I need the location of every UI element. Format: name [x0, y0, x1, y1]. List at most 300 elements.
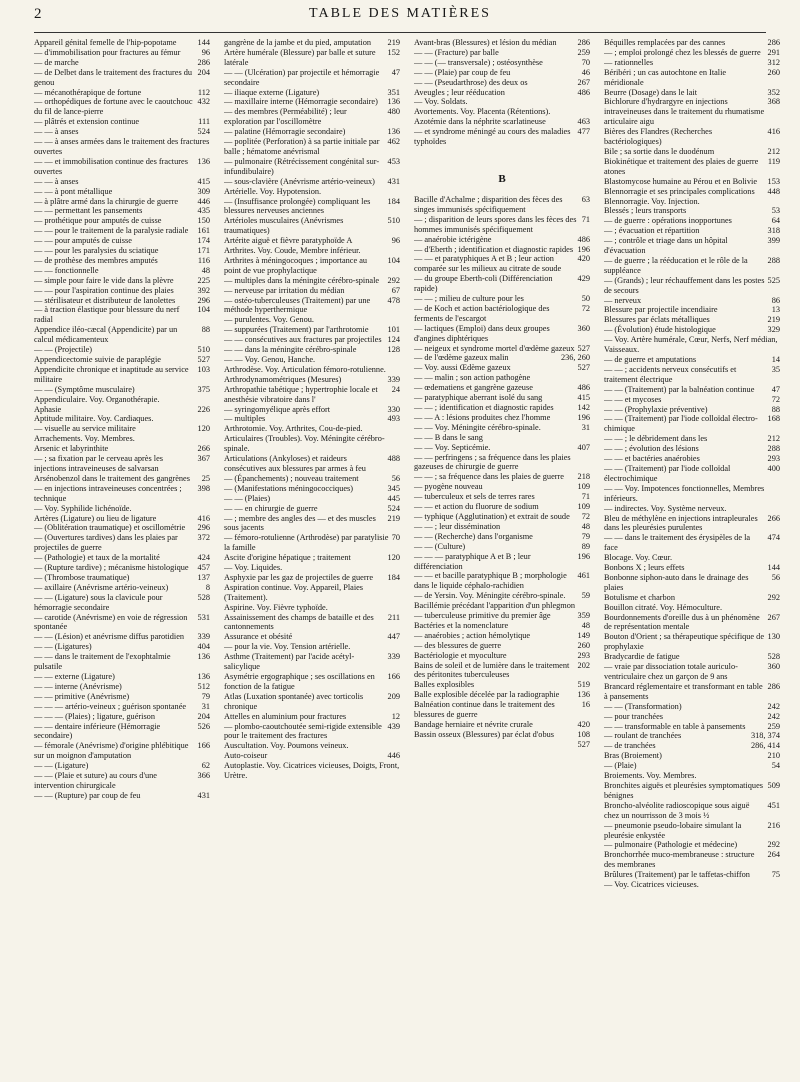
entry-text: — — ; le débridement dans les [604, 434, 708, 444]
entry-text: — — (Recherche) dans l'organisme [414, 531, 533, 541]
entry-text: — (Thrombose traumatique) [34, 572, 130, 582]
index-entry [414, 373, 590, 383]
index-entry [414, 254, 590, 274]
index-entry [224, 424, 400, 434]
index-entry [414, 403, 590, 413]
index-entry [604, 484, 780, 504]
entry-text: — — et paratyphiques A et B ; leur action comparée sur les milieux au citrate de soude [414, 254, 562, 274]
index-entry [414, 472, 590, 482]
entry-text: — orthopédiques de fortune avec le caoutchouc du fil de lance-pierre [34, 97, 193, 117]
entry-text: — plombo-caoutchoutée semi-rigide extensible pour le traitement des fractures [224, 721, 382, 741]
entry-text: Arthrodynamométriques (Mesures) [224, 374, 342, 384]
entry-page-ref: 260 [767, 67, 780, 77]
entry-page-ref: 242 [767, 711, 780, 721]
entry-page-ref: 259 [577, 47, 590, 57]
entry-page-ref: 48 [581, 620, 590, 630]
index-entry [34, 296, 210, 306]
entry-page-ref: 309 [197, 186, 210, 196]
entry-page-ref: 161 [197, 226, 210, 236]
entry-text: Bandage herniaire et névrite crurale [414, 720, 533, 729]
index-entry [604, 662, 780, 682]
entry-page-ref: 210 [767, 751, 780, 761]
entry-text: Bonbonne siphon-auto dans le drainage des plaies [604, 572, 749, 592]
index-entry [34, 484, 210, 504]
entry-text: — sous-clavière (Anévrisme artério-veineux) [224, 176, 375, 186]
index-entry [604, 880, 780, 890]
index-entry [604, 761, 780, 771]
entry-text: Appendicectomie suivie de paraplégie [34, 355, 161, 364]
entry-text: — — (Ligature) [34, 761, 89, 771]
index-entry [414, 690, 590, 700]
entry-page-ref: 457 [197, 563, 210, 573]
entry-page-ref: 293 [577, 650, 590, 660]
entry-text: — multiples [224, 414, 266, 424]
entry-page-ref: 150 [197, 216, 210, 226]
index-entry [414, 88, 590, 98]
index-entry [34, 434, 210, 444]
entry-page-ref: 424 [197, 553, 210, 563]
entry-page-ref: 136 [197, 652, 210, 662]
index-entry [224, 504, 400, 514]
index-entry [414, 294, 590, 304]
entry-text: Auscultation. Voy. Poumons veineux. [224, 741, 349, 751]
entry-page-ref: 128 [387, 345, 400, 355]
header-rule [34, 32, 766, 33]
page-title: TABLE DES MATIÈRES [309, 6, 491, 21]
entry-page-ref: 48 [581, 521, 590, 531]
entry-page-ref: 72 [771, 394, 780, 404]
entry-page-ref: 478 [387, 295, 400, 305]
index-entry [34, 137, 210, 157]
index-entry [604, 68, 780, 88]
index-entry [414, 363, 590, 373]
entry-page-ref: 486 [577, 87, 590, 97]
entry-text: — vraie par dissociation totale auriculo-ventriculaire chez un garçon de 9 ans [604, 662, 738, 681]
index-entry [414, 107, 590, 117]
entry-text: — — (Projectile) [34, 345, 93, 355]
index-entry [414, 48, 590, 58]
entry-page-ref: 13 [771, 305, 780, 315]
entry-page-ref: 70 [391, 533, 400, 543]
index-entry [604, 157, 780, 177]
entry-text: — — en chirurgie de guerre [224, 503, 318, 513]
index-entry [604, 88, 780, 98]
entry-text: — — (Prophylaxie préventive) [604, 404, 708, 414]
entry-text: — simple pour faire le vide dans la plèvre [34, 275, 174, 285]
entry-page-ref: 486 [577, 234, 590, 244]
index-column-4 [604, 38, 780, 1078]
entry-text: Ascite d'origine hépatique ; traitement [224, 553, 351, 563]
index-entry [604, 444, 780, 454]
index-entry [34, 523, 210, 533]
entry-text: Botulisme et charbon [604, 592, 675, 602]
entry-page-ref: 174 [197, 236, 210, 246]
entry-page-ref: 519 [577, 680, 590, 690]
entry-page-ref: 524 [387, 503, 400, 513]
entry-text: Brûlures (Traitement) par le taffetas-chiffon [604, 870, 750, 880]
entry-text: — prothétique pour amputés de cuisse [34, 216, 162, 226]
entry-text: Appendiculaire. Voy. Organothérapie. [34, 394, 160, 404]
index-entry [414, 700, 590, 720]
entry-page-ref: 120 [197, 424, 210, 434]
index-entry [34, 791, 210, 801]
index-entry [604, 553, 780, 563]
entry-text: — — Voy. Septicémie. [414, 442, 491, 452]
entry-page-ref: 509 [767, 780, 780, 790]
entry-text: Asymétrie ergographique ; ses oscillations en fonction de la fatigue [224, 672, 375, 691]
index-entry [34, 355, 210, 365]
index-entry [224, 642, 400, 652]
entry-page-ref: 292 [767, 840, 780, 850]
entry-text: — des blessures de guerre [414, 640, 502, 650]
entry-text: — — ; milieu de culture pour les [414, 294, 524, 304]
index-entry [604, 355, 780, 365]
entry-text: — roulant de tranchées [604, 731, 682, 741]
entry-page-ref: 318 [767, 226, 780, 236]
index-entry [604, 771, 780, 781]
index-entry [34, 187, 210, 197]
entry-text: — — (Transformation) [604, 701, 682, 711]
entry-text: — syringomyélique après effort [224, 404, 331, 414]
entry-page-ref: 293 [767, 454, 780, 464]
index-entry [224, 236, 400, 246]
entry-text: Arthropathie tabétique ; hypertrophie locale et anesthésie vibratoire dans l' [224, 384, 378, 404]
entry-text: Blennorragie. Voy. Injection. [604, 196, 700, 206]
index-entry [34, 97, 210, 117]
entry-text: — — Voy. Impotences fonctionnelles, Membres inférieurs. [604, 483, 765, 503]
entry-page-ref: 416 [767, 127, 780, 137]
index-entry [224, 632, 400, 642]
entry-page-ref: 288 [767, 255, 780, 265]
index-entry [34, 573, 210, 583]
index-entry [34, 504, 210, 514]
entry-page-ref: 400 [767, 463, 780, 473]
index-entry [604, 315, 780, 325]
entry-page-ref: 204 [197, 711, 210, 721]
index-entry [34, 672, 210, 682]
entry-text: — (Insuffisance prolongée) compliquant les blessures nerveuses anciennes [224, 196, 371, 216]
entry-text: Blocage. Voy. Cœur. [604, 553, 673, 563]
entry-page-ref: 72 [581, 511, 590, 521]
entry-text: — — (— transversale) ; ostéosynthèse [414, 57, 543, 67]
index-entry [414, 235, 590, 245]
entry-text: — (Plaie) [604, 761, 637, 771]
entry-page-ref: 130 [767, 632, 780, 642]
entry-page-ref: 510 [387, 216, 400, 226]
index-entry [604, 712, 780, 722]
entry-page-ref: 359 [577, 611, 590, 621]
entry-page-ref: 72 [581, 303, 590, 313]
entry-text: — poplitée (Perforation) à sa partie initiale par balle ; hématome anévrismal [224, 137, 380, 156]
entry-text: — — — paratyphique A et B ; leur différenciation [414, 551, 531, 571]
entry-page-ref: 89 [581, 541, 590, 551]
index-entry [224, 573, 400, 583]
entry-page-ref: 112 [197, 87, 210, 97]
entry-page-ref: 101 [387, 325, 400, 335]
index-column-3 [414, 38, 590, 1078]
index-entry [414, 542, 590, 552]
index-entry [414, 631, 590, 641]
index-entry [34, 177, 210, 187]
entry-text: — en injections intraveineuses concentrées ; technique [34, 483, 182, 503]
entry-page-ref: 286 [577, 38, 590, 47]
entry-page-ref: 339 [197, 632, 210, 642]
entry-text: Arrachements. Voy. Membres. [34, 434, 135, 444]
index-entry [34, 652, 210, 672]
entry-text: Artérioles musculaires (Anévrismes traumatiques) [224, 216, 344, 236]
entry-text: — paratyphique aberrant isolé du sang [414, 393, 543, 403]
index-entry [414, 304, 590, 324]
index-entry [224, 553, 400, 563]
entry-text: — Voy. Soldats. [414, 97, 468, 107]
entry-text: — — fonctionnelle [34, 265, 99, 275]
entry-page-ref: 196 [577, 244, 590, 254]
entry-page-ref: 345 [387, 483, 400, 493]
index-entry [224, 365, 400, 375]
entry-text: Autoplastie. Voy. Cicatrices vicieuses, Doigts, Front, Urètre. [224, 761, 400, 781]
entry-page-ref: 54 [771, 761, 780, 771]
entry-page-ref: 71 [581, 214, 590, 224]
index-entry [414, 383, 590, 393]
entry-text: — — (Traitement) par l'iode colloïdal électrochimique [604, 463, 731, 483]
index-entry [414, 215, 590, 235]
index-entry [224, 137, 400, 157]
index-entry [224, 276, 400, 286]
entry-text: Blessures par éclats métalliques [604, 315, 710, 325]
index-entry [224, 88, 400, 98]
entry-page-ref: 512 [197, 681, 210, 691]
index-entry [604, 731, 780, 741]
entry-page-ref: 528 [767, 652, 780, 662]
index-entry [224, 355, 400, 365]
entry-text: Articulations (Ankyloses) et raideurs consécutives aux blessures par armes à feu [224, 454, 366, 473]
entry-text: — de guerre ; la rééducation et le rôle de la suppléance [604, 255, 748, 275]
entry-page-ref: 67 [391, 285, 400, 295]
entry-page-ref: 416 [197, 513, 210, 523]
entry-page-ref: 96 [201, 47, 210, 57]
index-entry [604, 414, 780, 434]
entry-page-ref: 204 [197, 67, 210, 77]
entry-text: — — B dans le sang [414, 432, 483, 442]
index-entry [224, 613, 400, 633]
index-entry [414, 393, 590, 403]
entry-text: — — à anses [34, 127, 79, 137]
entry-text: Assurance et obésité [224, 632, 293, 642]
entry-page-ref: 399 [767, 236, 780, 246]
entry-text: Assainissement des champs de bataille et des cantonnements [224, 612, 374, 632]
entry-text: — — pour amputés de cuisse [34, 236, 132, 246]
entry-text: — (Grands) ; leur réchauffement dans les postes de secours [604, 275, 765, 295]
entry-text: Bactériologie et myoculture [414, 650, 507, 660]
entry-text: — — externe (Ligature) [34, 672, 115, 681]
index-entry [34, 226, 210, 236]
index-entry [34, 206, 210, 216]
entry-text: — palatine (Hémorragie secondaire) [224, 127, 346, 137]
entry-text: — — dans le traitement des érysipèles de la face [604, 533, 751, 553]
index-entry [34, 761, 210, 771]
entry-text: — et syndrome méningé au cours des maladies typhoïdes [414, 127, 571, 147]
entry-text: Bouillon citraté. Voy. Hémoculture. [604, 602, 723, 612]
index-entry [604, 464, 780, 484]
entry-text: — — (Plaies) [224, 493, 271, 503]
entry-text: — pyogène nouveau [414, 482, 483, 492]
index-entry [224, 454, 400, 474]
entry-page-ref: 445 [387, 493, 400, 503]
index-entry [34, 48, 210, 58]
index-entry [224, 38, 400, 48]
index-entry [34, 58, 210, 68]
entry-page-ref: 88 [201, 325, 210, 335]
entry-page-ref: 510 [197, 345, 210, 355]
entry-page-ref: 392 [197, 285, 210, 295]
entry-page-ref: 259 [767, 721, 780, 731]
index-entry [34, 702, 210, 712]
entry-page-ref: 528 [197, 592, 210, 602]
entry-text: — — (Rupture) par coup de feu [34, 790, 141, 800]
entry-text: Béquilles remplacées par des cannes [604, 38, 726, 47]
entry-page-ref: 109 [577, 502, 590, 512]
entry-page-ref: 531 [197, 612, 210, 622]
entry-text: — à plâtre armé dans la chirurgie de guerre [34, 196, 179, 206]
index-entry [604, 276, 780, 296]
index-entry [604, 514, 780, 534]
entry-text: Artérite aiguë et fièvre paratyphoïde A [224, 236, 353, 246]
entry-text: Arthrotomie. Voy. Arthrites, Cou-de-pied. [224, 424, 363, 434]
entry-page-ref: 264 [767, 850, 780, 860]
entry-text: — pulmonaire (Pathologie et médecine) [604, 840, 738, 850]
entry-text: — indirectes. Voy. Système nerveux. [604, 503, 727, 513]
index-entry [224, 603, 400, 613]
entry-page-ref: 368 [767, 97, 780, 107]
index-entry [34, 345, 210, 355]
index-entry [224, 583, 400, 603]
index-entry [604, 58, 780, 68]
index-entry [414, 730, 590, 740]
index-entry [34, 583, 210, 593]
entry-text: — — — (Plaies) ; ligature, guérison [34, 711, 155, 721]
entry-text: — de l'œdème gazeux malin [414, 353, 509, 363]
index-entry [224, 345, 400, 355]
entry-text: — de tranchées [604, 741, 656, 751]
index-entry [414, 680, 590, 690]
index-entry [414, 413, 590, 423]
entry-page-ref: 330 [387, 404, 400, 414]
entry-text: Bains de soleil et de lumière dans le traitement des péritonites tuberculeuses [414, 660, 570, 680]
entry-text: — de guerre et amputations [604, 355, 697, 364]
entry-text: Bassin osseux (Blessures) par éclat d'obus [414, 729, 554, 739]
index-entry [604, 652, 780, 662]
entry-page-ref: 267 [767, 612, 780, 622]
index-entry [604, 206, 780, 216]
index-entry [224, 494, 400, 504]
index-entry [224, 722, 400, 742]
entry-text: — stérilisateur et distributeur de lanolettes [34, 295, 176, 305]
entry-page-ref: 367 [197, 454, 210, 464]
index-entry [224, 414, 400, 424]
entry-text: — — (Plaie et suture) au cours d'une intervention chirurgicale [34, 771, 157, 790]
index-entry [604, 722, 780, 732]
entry-page-ref: 218 [577, 472, 590, 482]
entry-text: Bactéries et la nomenclature [414, 620, 509, 630]
entry-text: — ; membre des angles des — et des muscles sous jacents [224, 513, 376, 533]
entry-page-ref: 219 [387, 513, 400, 523]
entry-page-ref: 62 [201, 761, 210, 771]
entry-page-ref: 462 [387, 137, 400, 147]
entry-page-ref: 16 [581, 700, 590, 710]
entry-page-ref: 288 [767, 444, 780, 454]
entry-text: Bronchites aiguës et pleurésies symptomatiques bénignes [604, 780, 763, 800]
entry-text: — pneumonie pseudo-lobaire simulant la pleurésie enkystée [604, 820, 742, 840]
entry-page-ref: 8 [205, 582, 210, 592]
index-entry [604, 187, 780, 197]
entry-page-ref: 351 [387, 87, 400, 97]
entry-page-ref: 14 [771, 355, 780, 364]
entry-text: Arsénobenzol dans le traitement des gangrènes [34, 473, 190, 483]
entry-text: Asphyxie par les gaz de projectiles de guerre [224, 572, 374, 582]
entry-text: Broncho-alvéolite radioscopique sous aiguë chez un nourrisson de 3 mois ½ [604, 800, 750, 820]
index-entry [224, 484, 400, 494]
index-entry [604, 236, 780, 256]
entry-text: — — A : lésions produites chez l'homme [414, 412, 551, 422]
entry-page-ref: 260 [577, 640, 590, 650]
index-entry [604, 127, 780, 147]
entry-page-ref: 286 [767, 681, 780, 691]
entry-text: Aptitude militaire. Voy. Cardiaques. [34, 414, 154, 424]
entry-text: — iliaque externe (Ligature) [224, 87, 320, 97]
index-entry [224, 375, 400, 385]
entry-text: — — (Traitement) par l'iode colloïdal électro-chimique [604, 414, 758, 434]
entry-text: — fémorale (Anévrisme) d'origine phlébitique sur un moignon d'amputation [34, 741, 189, 761]
entry-text: — — à anses armées dans le traitement des fractures ouvertes [34, 137, 210, 156]
index-entry [34, 325, 210, 345]
entry-text: — — et bacille paratyphique B ; morphologie dans le liquide céphalo-rachidien [414, 571, 567, 591]
index-entry [224, 385, 400, 405]
index-entry [224, 187, 400, 197]
entry-text: Bleu de méthylène en injections intrapleurales dans les pleurésies purulentes [604, 513, 758, 533]
entry-text: Artérielle. Voy. Hypotension. [224, 186, 322, 196]
index-entry [34, 444, 210, 454]
entry-text: Azotémie dans la néphrite scarlatineuse [414, 117, 546, 127]
entry-page-ref: 108 [577, 729, 590, 739]
entry-text: — pulmonaire (Rétrécissement congénital sur-infundibulaire) [224, 156, 380, 176]
entry-page-ref: 152 [387, 47, 400, 57]
index-columns [34, 38, 794, 1078]
index-entry [604, 335, 780, 355]
entry-text: Artères (Ligature) ou lieu de ligature [34, 513, 157, 523]
entry-text: Beurre (Dosage) dans le lait [604, 87, 698, 97]
entry-page-ref: 75 [771, 870, 780, 880]
entry-text: Broiements. Voy. Membres. [604, 771, 697, 781]
entry-page-ref: 216 [767, 820, 780, 830]
index-entry [604, 593, 780, 603]
index-entry [604, 405, 780, 415]
index-entry [414, 117, 590, 127]
entry-page-ref: 31 [201, 701, 210, 711]
index-entry [34, 117, 210, 127]
entry-page-ref: 47 [391, 67, 400, 77]
entry-text: — suppurées (Traitement) par l'arthrotomie [224, 325, 369, 335]
index-entry [34, 514, 210, 524]
entry-page-ref: 266 [767, 513, 780, 523]
entry-page-ref: 86 [771, 295, 780, 305]
entry-text: — — dentaire inférieure (Hémorragie secondaire) [34, 721, 161, 741]
index-entry [604, 434, 780, 444]
index-entry [224, 335, 400, 345]
index-entry [224, 315, 400, 325]
entry-text: Bouton d'Orient ; sa thérapeutique spécifique de prophylaxie [604, 632, 765, 652]
entry-page-ref: 219 [767, 315, 780, 325]
entry-text: — — — artério-veineux ; guérison spontanée [34, 701, 187, 711]
